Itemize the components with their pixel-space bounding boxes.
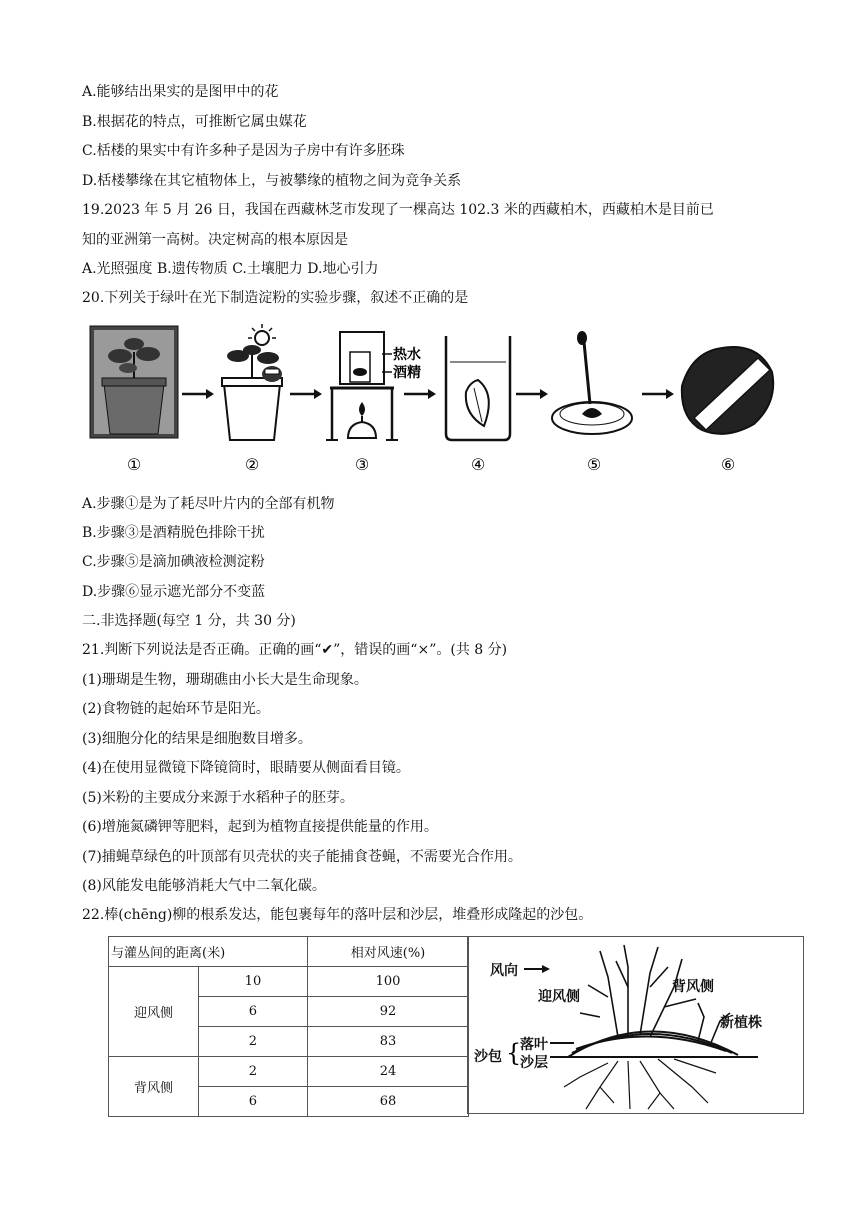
q21-item-4: (4)在使用显微镜下降镜筒时，眼睛要从侧面看目镜。 — [82, 760, 410, 776]
cell-distance: 2 — [198, 1057, 307, 1087]
brace-icon: { — [506, 1039, 522, 1067]
q20-option-a: A.步骤①是为了耗尽叶片内的全部有机物 — [82, 496, 335, 512]
tamarisk-sand-mound-diagram — [467, 936, 804, 1114]
step5-iodine-dropper — [552, 331, 632, 434]
side-leeward: 背风侧 — [109, 1057, 199, 1117]
label-new-plant: 新植株 — [720, 1015, 762, 1031]
side-windward: 迎风侧 — [109, 967, 199, 1057]
root-system — [564, 1059, 716, 1109]
q18-option-d: D.栝楼攀缘在其它植物体上，与被攀缘的植物之间为竞争关系 — [82, 173, 462, 189]
step-label-4: ④ — [470, 455, 486, 474]
q21-item-5: (5)米粉的主要成分来源于水稻种子的胚芽。 — [82, 790, 354, 806]
step4-rinse-beaker — [446, 336, 510, 440]
table-row — [109, 1057, 469, 1087]
label-hot-water: 热水 — [393, 347, 421, 363]
shrub-branches — [580, 945, 730, 1045]
label-sand-layer: 沙层 — [520, 1055, 548, 1071]
q20-option-c: C.步骤⑤是滴加碘液检测淀粉 — [82, 554, 265, 570]
arrow-icon — [290, 389, 322, 399]
q21-item-3: (3)细胞分化的结果是细胞数目增多。 — [82, 731, 312, 747]
arrow-icon — [516, 389, 548, 399]
step-label-3: ③ — [354, 455, 370, 474]
q20-stem: 20.下列关于绿叶在光下制造淀粉的实验步骤，叙述不正确的是 — [82, 290, 469, 306]
q20-experiment-figure — [82, 322, 782, 482]
q22-stem: 22.棒(chēng)柳的根系发达，能包裹每年的落叶层和沙层，堆叠形成隆起的沙包。 — [82, 907, 593, 923]
q21-item-1: (1)珊瑚是生物，珊瑚礁由小长大是生命现象。 — [82, 672, 368, 688]
q21-stem: 21.判断下列说法是否正确。正确的画“✔”，错误的画“×”。(共 8 分) — [82, 642, 508, 658]
table-header-row — [109, 937, 469, 967]
section2-heading: 二.非选择题(每空 1 分，共 30 分) — [82, 613, 296, 629]
step-label-2: ② — [244, 455, 260, 474]
q21-item-7: (7)捕蝇草绿色的叶顶部有贝壳状的夹子能捕食苍蝇，不需要光合作用。 — [82, 849, 522, 865]
step-label-1: ① — [126, 455, 142, 474]
step6-stained-leaf — [682, 347, 773, 434]
header-speed: 相对风速(%) — [308, 937, 469, 967]
wind-speed-table — [108, 936, 469, 1117]
cell-distance: 6 — [198, 997, 307, 1027]
q21-item-2: (2)食物链的起始环节是阳光。 — [82, 701, 270, 717]
q18-option-a: A.能够结出果实的是图甲中的花 — [82, 84, 279, 100]
label-litter-layer: 落叶 — [520, 1037, 548, 1053]
q20-option-d: D.步骤⑥显示遮光部分不变蓝 — [82, 584, 266, 600]
step-label-6: ⑥ — [720, 455, 736, 474]
label-alcohol: 酒精 — [393, 365, 421, 381]
q19-stem-line2: 知的亚洲第一高树。决定树高的根本原因是 — [82, 232, 348, 248]
arrow-icon — [404, 389, 436, 399]
label-leeward: 背风侧 — [672, 979, 714, 995]
q21-item-6: (6)增施氮磷钾等肥料，起到为植物直接提供能量的作用。 — [82, 819, 438, 835]
q21-item-8: (8)风能发电能够消耗大气中二氧化碳。 — [82, 878, 326, 894]
cell-speed: 83 — [308, 1027, 469, 1057]
cell-speed: 100 — [308, 967, 469, 997]
label-sand-mound: 沙包 — [474, 1049, 502, 1065]
label-wind-direction: 风向 — [490, 963, 518, 979]
label-windward: 迎风侧 — [538, 989, 580, 1005]
cell-distance: 6 — [198, 1087, 307, 1117]
q19-stem-line1: 19.2023 年 5 月 26 日，我国在西藏林芝市发现了一棵高达 102.3 米的西藏柏木，西藏柏木是目前已 — [82, 202, 714, 218]
header-distance: 与灌丛间的距离(米) — [109, 937, 308, 967]
cell-speed: 24 — [308, 1057, 469, 1087]
arrow-icon — [642, 389, 674, 399]
q19-options: A.光照强度 B.遗传物质 C.土壤肥力 D.地心引力 — [82, 261, 379, 277]
cell-speed: 68 — [308, 1087, 469, 1117]
step1-dark-plant — [90, 326, 178, 438]
step2-sunlit-plant — [222, 324, 282, 440]
cell-distance: 10 — [198, 967, 307, 997]
mound-layers — [550, 1031, 758, 1057]
arrow-icon — [182, 389, 214, 399]
table-row — [109, 967, 469, 997]
q18-option-b: B.根据花的特点，可推断它属虫媒花 — [82, 114, 307, 130]
step-label-5: ⑤ — [586, 455, 602, 474]
cell-speed: 92 — [308, 997, 469, 1027]
q18-option-c: C.栝楼的果实中有许多种子是因为子房中有许多胚珠 — [82, 143, 405, 159]
wind-arrow-icon — [524, 965, 550, 973]
cell-distance: 2 — [198, 1027, 307, 1057]
step3-water-bath — [326, 332, 421, 440]
q20-option-b: B.步骤③是酒精脱色排除干扰 — [82, 525, 265, 541]
